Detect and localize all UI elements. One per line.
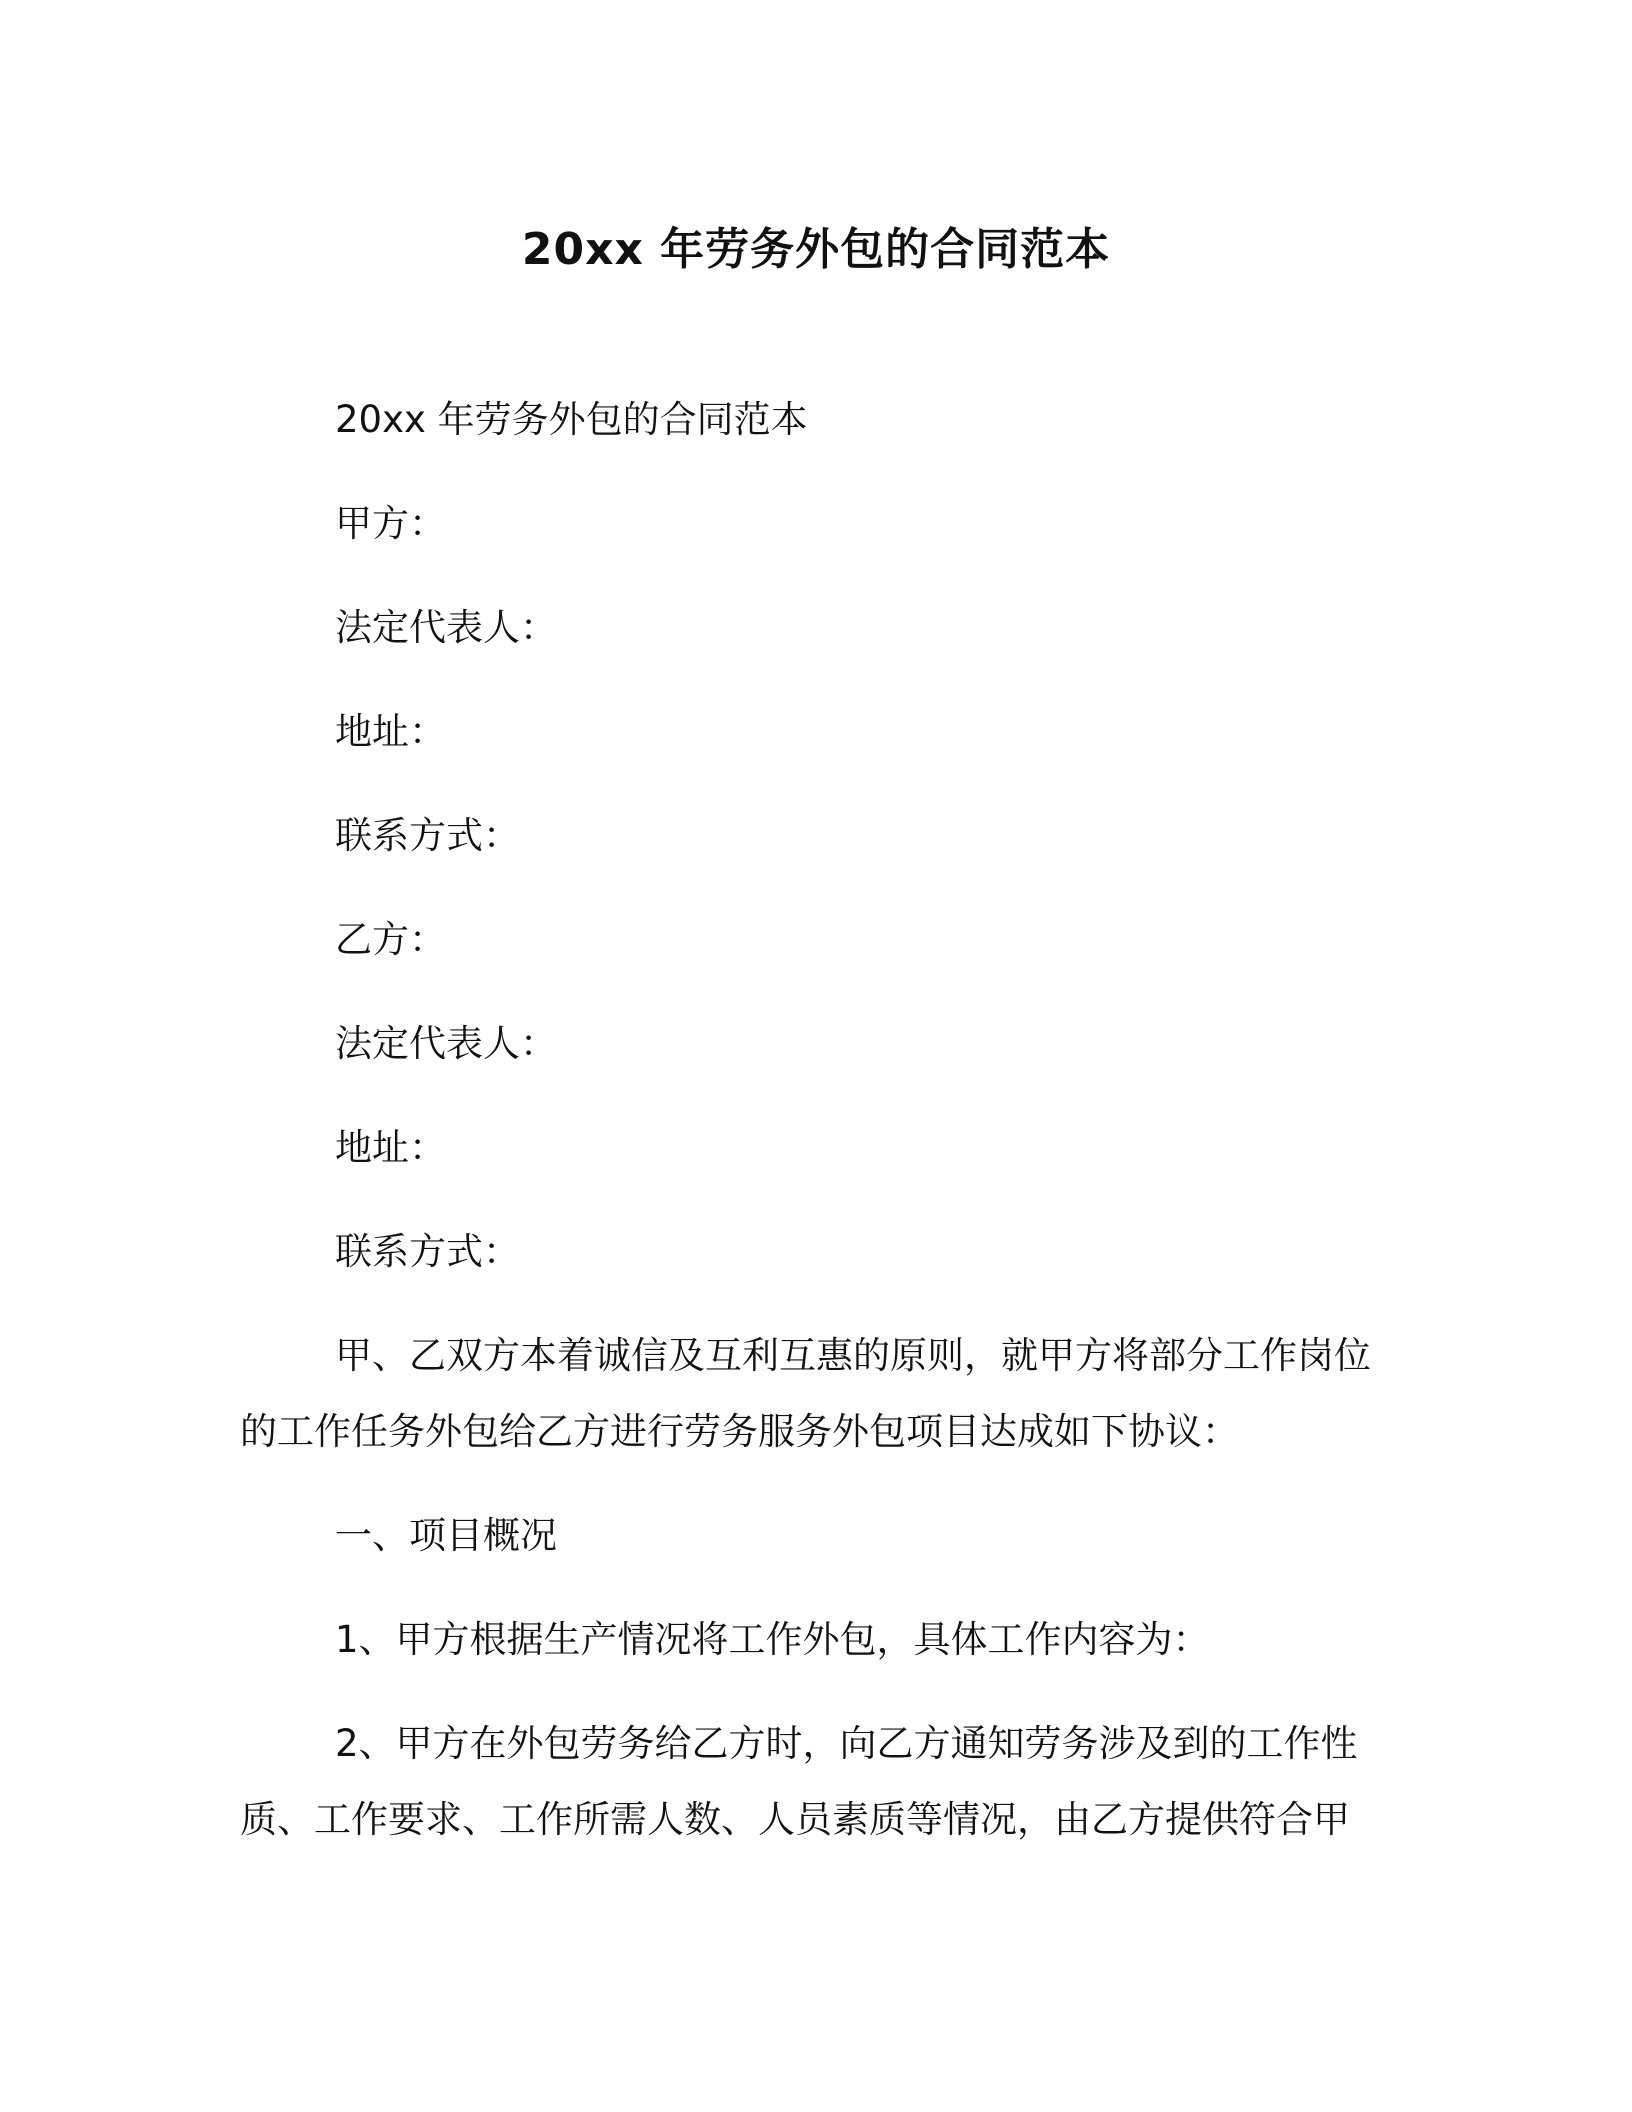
section-1-item-1: 1、甲方根据生产情况将工作外包，具体工作内容为： [335,1618,1210,1661]
preamble-line-1: 甲、乙双方本着诚信及互利互惠的原则，就甲方将部分工作岗位 [335,1334,1371,1377]
party-a-representative: 法定代表人： [335,606,557,649]
party-b-contact: 联系方式： [335,1230,520,1273]
document-title: 20xx 年劳务外包的合同范本 [521,224,1111,275]
section-1-item-2-line-2: 质、工作要求、工作所需人数、人员素质等情况，由乙方提供符合甲 [240,1798,1350,1841]
subtitle: 20xx 年劳务外包的合同范本 [335,398,808,441]
party-b-address: 地址： [335,1126,446,1169]
party-a-address: 地址： [335,710,446,753]
section-1-heading: 一、项目概况 [335,1514,557,1557]
party-b-label: 乙方： [335,918,446,961]
party-a-contact: 联系方式： [335,814,520,857]
section-1-item-2-line-1: 2、甲方在外包劳务给乙方时，向乙方通知劳务涉及到的工作性 [335,1722,1358,1765]
preamble-line-2: 的工作任务外包给乙方进行劳务服务外包项目达成如下协议： [240,1410,1239,1453]
party-b-representative: 法定代表人： [335,1022,557,1065]
party-a-label: 甲方： [335,502,446,545]
